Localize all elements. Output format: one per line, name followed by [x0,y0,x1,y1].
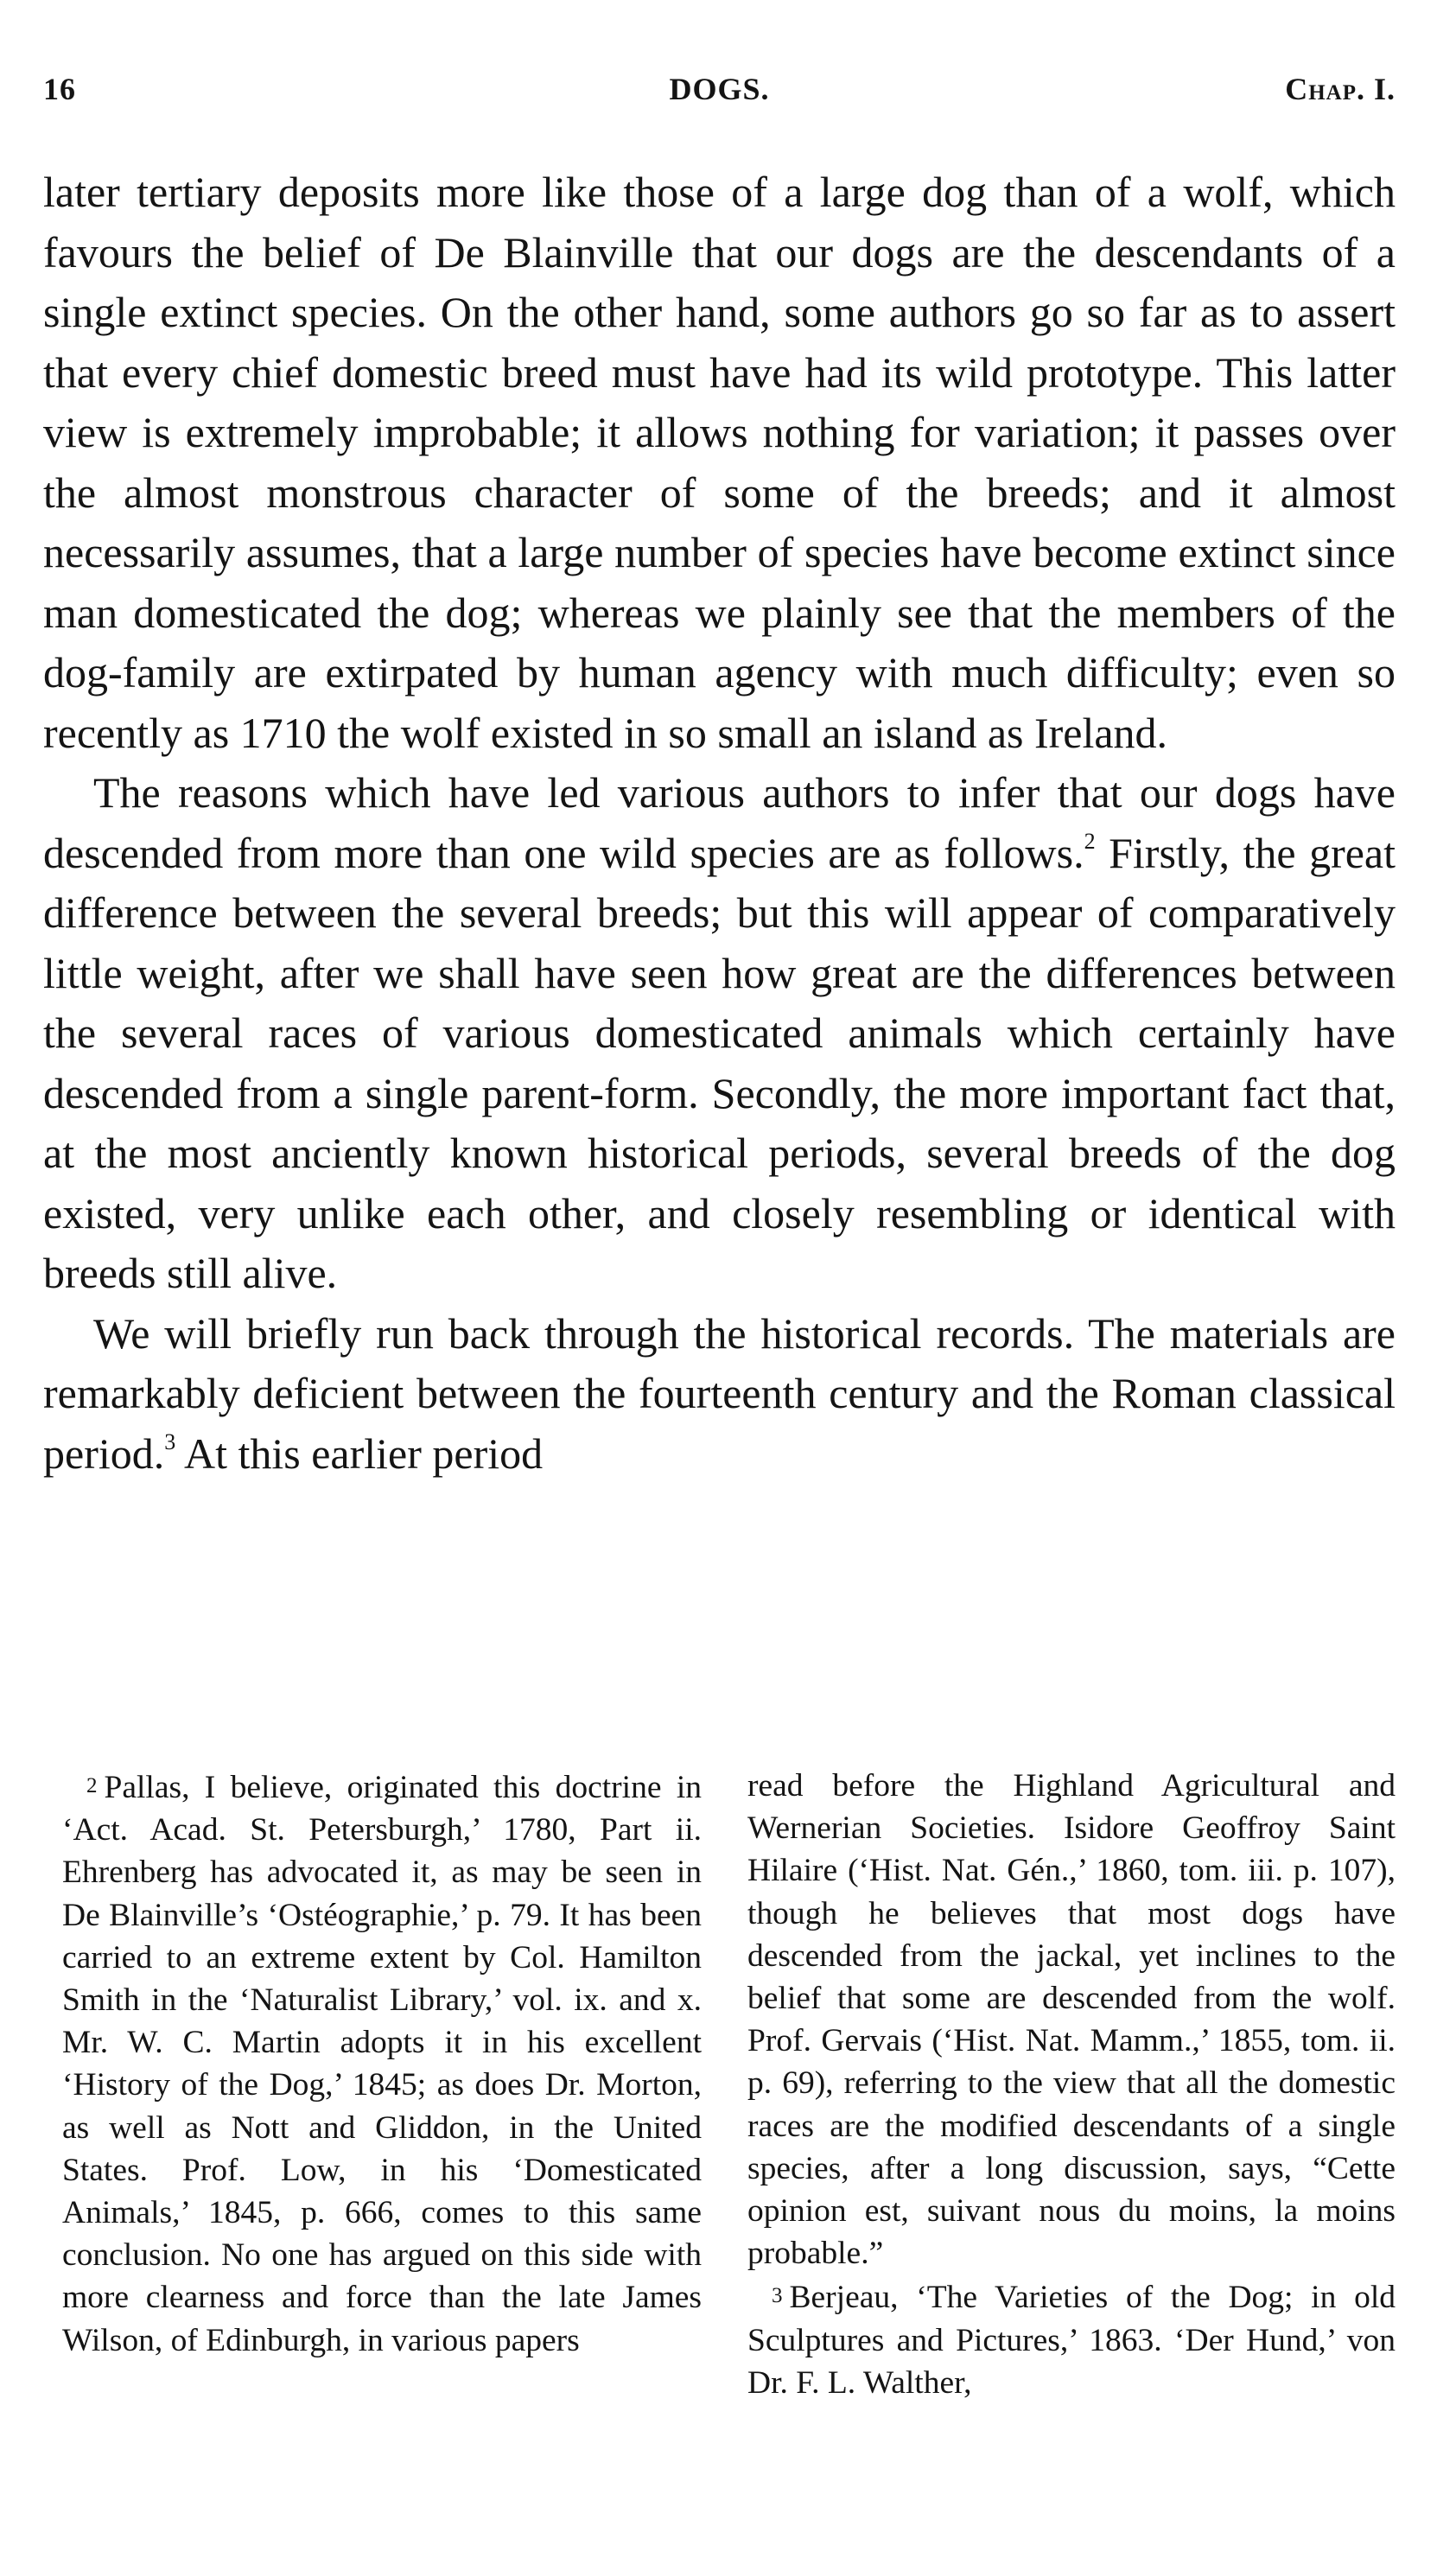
paragraph-3-text-a: We will briefly run back through the historical records. The materials are remarkably deficient between the fourteenth century and the Roman classical period. [43,1308,1396,1478]
page-header [43,71,1396,123]
paragraph-2-text-a: The reasons which have led various authors to infer that our dogs have descended from more than one wild species are as follows. [43,768,1396,877]
footnote-column-left [62,1765,702,2362]
footnote-column-right [747,1765,1396,2404]
footnote-3 [747,2275,1396,2404]
footnote-ref-2: 2 [1084,828,1096,854]
paragraph-1: later tertiary deposits more like those of a large dog than of a wolf, which favours the belief of De Blainville that our dogs are the descendants of a single extinct species. On the other hand, some authors go so far as to assert that every chief domestic breed must have had its wild prototype. This latter view is extremely improbable; it allows nothing for variation; it passes over the almost monstrous character of some of the breeds; and it almost necessarily assumes, that a large number of species have become extinct since man domesticated the dog; whereas we plainly see that the members of the dog-family are extirpated by human agency with much difficulty; even so recently as 1710 the wolf existed in so small an island as Ireland. [43,168,1396,757]
chapter-label: Chap. I. [1285,72,1396,106]
footnote-3-number: 3 [772,2284,783,2308]
footnote-2-text: Pallas, I believe, originated this doctrine in ‘Act. Acad. St. Petersburgh,’ 1780, Part ii. Ehrenberg has advocated it, as may be seen in De Blainville’s ‘Ostéographie,’ p. 79. It has been carried to an extreme extent by Col. Hamilton Smith in the ‘Naturalist Library,’ vol. ix. and x. Mr. W. C. Martin adopts it in his excellent ‘History of the Dog,’ 1845; as does Dr. Morton, as well as Nott and Gliddon, in the United States. Prof. Low, in his ‘Domesticated Animals,’ 1845, p. 666, comes to this same conclusion. No one has argued on this side with more clearness and force than the late James Wilson, of Edinburgh, in various papers [62,1770,702,2358]
paragraph-3 [43,1304,1396,1485]
paragraph-2 [43,763,1396,1304]
paragraph-3-text-b: At this earlier period [175,1428,544,1478]
main-text [43,162,1396,1484]
page-number: 16 [43,72,76,106]
paragraph-2-text-b: Firstly, the great difference between the several breeds; but this will appear of comparatively little weight, after we shall have seen how great are the differences between the several races of various domesticated animals which certainly have descended from a single parent-form. Secondly, the more important fact that, at the most anciently known historical periods, several breeds of the dog existed, very unlike each other, and closely resembling or identical with breeds still alive. [43,828,1396,1297]
footnote-3-text: Berjeau, ‘The Varieties of the Dog; in old Sculptures and Pictures,’ 1863. ‘Der Hund,’ von Dr. F. L. Walther, [747,2280,1396,2401]
footnote-2 [62,1765,702,2362]
footnote-2-number: 2 [86,1774,98,1797]
footnote-2-continued: read before the Highland Agricultural and Wernerian Societies. Isidore Geoffroy Saint Hilaire (‘Hist. Nat. Gén.,’ 1860, tom. iii. p. 107), though he believes that most dogs have descended from the jackal, yet inclines to the belief that some are descended from the wolf. Prof. Gervais (‘Hist. Nat. Mamm.,’ 1855, tom. ii. p. 69), referring to the view that all the domestic races are the modified descendants of a single species, after a long discussion, says, “Cette opinion est, suivant nous du moins, la moins probable.” [747,1768,1396,2272]
footnote-ref-3: 3 [164,1428,176,1454]
running-title: DOGS. [669,72,770,106]
